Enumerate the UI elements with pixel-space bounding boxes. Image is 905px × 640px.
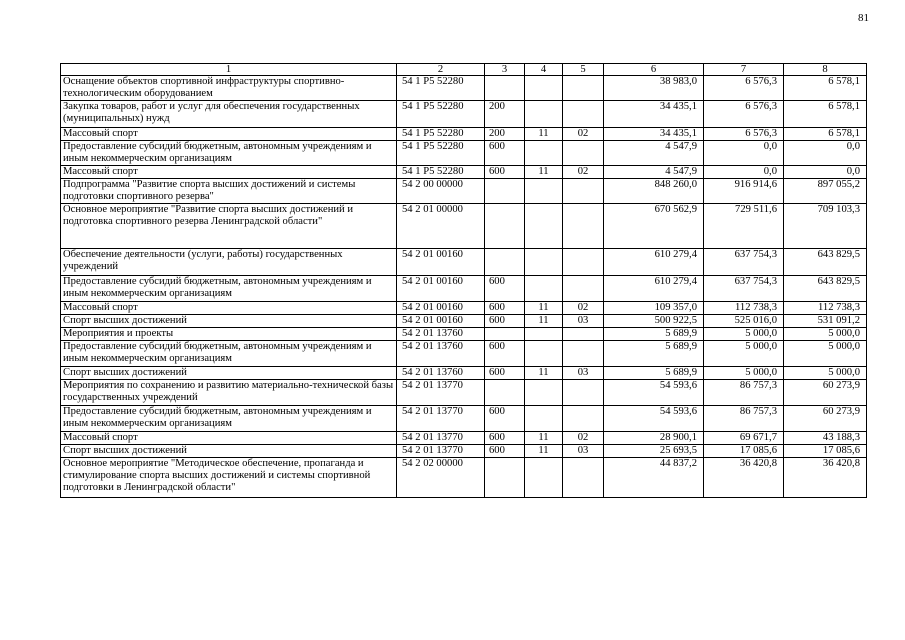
row-pr-cell: 02 bbox=[563, 166, 604, 179]
row-code-cell: 54 2 01 00160 bbox=[397, 302, 485, 315]
table-row bbox=[61, 249, 867, 276]
row-value-col6-cell: 670 562,9 bbox=[604, 204, 704, 249]
row-name-cell: Предоставление субсидий бюджетным, автономным учреждениям и иным некоммерческим организациям bbox=[61, 406, 397, 432]
row-vr-cell bbox=[485, 380, 525, 406]
row-name-cell: Массовый спорт bbox=[61, 432, 397, 445]
row-rz-cell bbox=[525, 458, 563, 498]
row-value-col8-cell: 60 273,9 bbox=[784, 406, 867, 432]
row-name-cell: Массовый спорт bbox=[61, 128, 397, 141]
row-value-col8-cell: 6 578,1 bbox=[784, 128, 867, 141]
row-value-col6-cell: 34 435,1 bbox=[604, 101, 704, 128]
row-pr-cell bbox=[563, 179, 604, 204]
row-value-col6-cell: 5 689,9 bbox=[604, 341, 704, 367]
header-cell: 6 bbox=[604, 64, 704, 76]
table-row bbox=[61, 406, 867, 432]
row-value-col7-cell: 86 757,3 bbox=[704, 406, 784, 432]
row-vr-cell: 600 bbox=[485, 302, 525, 315]
row-rz-cell bbox=[525, 276, 563, 302]
row-rz-cell bbox=[525, 380, 563, 406]
row-code-cell: 54 2 00 00000 bbox=[397, 179, 485, 204]
row-pr-cell bbox=[563, 76, 604, 101]
header-cell: 1 bbox=[61, 64, 397, 76]
row-rz-cell: 11 bbox=[525, 166, 563, 179]
row-code-cell: 54 1 P5 52280 bbox=[397, 128, 485, 141]
row-vr-cell: 200 bbox=[485, 128, 525, 141]
row-value-col7-cell: 637 754,3 bbox=[704, 249, 784, 276]
row-rz-cell: 11 bbox=[525, 128, 563, 141]
row-pr-cell: 03 bbox=[563, 315, 604, 328]
table-header-row bbox=[61, 64, 867, 76]
row-code-cell: 54 2 01 00160 bbox=[397, 276, 485, 302]
row-code-cell: 54 2 01 13760 bbox=[397, 328, 485, 341]
row-value-col6-cell: 500 922,5 bbox=[604, 315, 704, 328]
row-value-col7-cell: 729 511,6 bbox=[704, 204, 784, 249]
row-vr-cell: 600 bbox=[485, 445, 525, 458]
row-value-col8-cell: 531 091,2 bbox=[784, 315, 867, 328]
row-pr-cell: 02 bbox=[563, 128, 604, 141]
row-value-col8-cell: 6 578,1 bbox=[784, 101, 867, 128]
row-value-col7-cell: 86 757,3 bbox=[704, 380, 784, 406]
page-number: 81 bbox=[858, 12, 869, 24]
table-row bbox=[61, 128, 867, 141]
row-value-col7-cell: 0,0 bbox=[704, 141, 784, 166]
row-name-cell: Основное мероприятие "Развитие спорта высших достижений и подготовка спортивного резерва Ленинградской области" bbox=[61, 204, 397, 249]
row-name-cell: Предоставление субсидий бюджетным, автономным учреждениям и иным некоммерческим организациям bbox=[61, 141, 397, 166]
row-code-cell: 54 2 01 00160 bbox=[397, 315, 485, 328]
row-code-cell: 54 1 P5 52280 bbox=[397, 101, 485, 128]
row-value-col8-cell: 897 055,2 bbox=[784, 179, 867, 204]
row-name-cell: Обеспечение деятельности (услуги, работы) государственных учреждений bbox=[61, 249, 397, 276]
row-name-cell: Закупка товаров, работ и услуг для обеспечения государственных (муниципальных) нужд bbox=[61, 101, 397, 128]
row-pr-cell bbox=[563, 204, 604, 249]
header-cell: 8 bbox=[784, 64, 867, 76]
row-vr-cell bbox=[485, 204, 525, 249]
row-value-col6-cell: 610 279,4 bbox=[604, 276, 704, 302]
row-code-cell: 54 2 01 13770 bbox=[397, 380, 485, 406]
row-vr-cell bbox=[485, 328, 525, 341]
row-name-cell: Массовый спорт bbox=[61, 302, 397, 315]
row-value-col7-cell: 525 016,0 bbox=[704, 315, 784, 328]
row-value-col6-cell: 25 693,5 bbox=[604, 445, 704, 458]
row-pr-cell bbox=[563, 406, 604, 432]
row-vr-cell bbox=[485, 76, 525, 101]
row-name-cell: Мероприятия и проекты bbox=[61, 328, 397, 341]
row-value-col7-cell: 916 914,6 bbox=[704, 179, 784, 204]
row-value-col8-cell: 5 000,0 bbox=[784, 367, 867, 380]
row-value-col7-cell: 5 000,0 bbox=[704, 367, 784, 380]
row-value-col6-cell: 5 689,9 bbox=[604, 367, 704, 380]
row-value-col6-cell: 610 279,4 bbox=[604, 249, 704, 276]
row-pr-cell bbox=[563, 458, 604, 498]
row-pr-cell: 03 bbox=[563, 445, 604, 458]
row-value-col8-cell: 60 273,9 bbox=[784, 380, 867, 406]
row-value-col6-cell: 54 593,6 bbox=[604, 380, 704, 406]
row-rz-cell bbox=[525, 141, 563, 166]
row-pr-cell bbox=[563, 249, 604, 276]
row-value-col8-cell: 36 420,8 bbox=[784, 458, 867, 498]
row-value-col8-cell: 43 188,3 bbox=[784, 432, 867, 445]
row-value-col8-cell: 5 000,0 bbox=[784, 341, 867, 367]
row-value-col7-cell: 0,0 bbox=[704, 166, 784, 179]
row-name-cell: Спорт высших достижений bbox=[61, 315, 397, 328]
row-code-cell: 54 2 01 00160 bbox=[397, 249, 485, 276]
row-rz-cell bbox=[525, 179, 563, 204]
row-value-col6-cell: 848 260,0 bbox=[604, 179, 704, 204]
row-name-cell: Спорт высших достижений bbox=[61, 367, 397, 380]
row-pr-cell bbox=[563, 341, 604, 367]
header-cell: 4 bbox=[525, 64, 563, 76]
row-name-cell: Массовый спорт bbox=[61, 166, 397, 179]
row-rz-cell: 11 bbox=[525, 445, 563, 458]
row-value-col8-cell: 0,0 bbox=[784, 166, 867, 179]
row-name-cell: Основное мероприятие "Методическое обеспечение, пропаганда и стимулирование спорта высших достижений и системы спортивной подготовки в Ленинградской области" bbox=[61, 458, 397, 498]
row-value-col7-cell: 6 576,3 bbox=[704, 76, 784, 101]
row-vr-cell: 600 bbox=[485, 406, 525, 432]
row-vr-cell bbox=[485, 249, 525, 276]
row-value-col8-cell: 112 738,3 bbox=[784, 302, 867, 315]
table-row bbox=[61, 432, 867, 445]
row-code-cell: 54 1 P5 52280 bbox=[397, 76, 485, 101]
table-row bbox=[61, 302, 867, 315]
table-row bbox=[61, 166, 867, 179]
row-value-col8-cell: 17 085,6 bbox=[784, 445, 867, 458]
row-value-col6-cell: 34 435,1 bbox=[604, 128, 704, 141]
header-cell: 2 bbox=[397, 64, 485, 76]
row-rz-cell bbox=[525, 76, 563, 101]
row-vr-cell: 600 bbox=[485, 276, 525, 302]
row-name-cell: Оснащение объектов спортивной инфраструктуры спортивно-технологическим оборудованием bbox=[61, 76, 397, 101]
row-code-cell: 54 2 01 13770 bbox=[397, 432, 485, 445]
row-value-col8-cell: 643 829,5 bbox=[784, 276, 867, 302]
row-value-col8-cell: 5 000,0 bbox=[784, 328, 867, 341]
row-value-col8-cell: 6 578,1 bbox=[784, 76, 867, 101]
row-rz-cell: 11 bbox=[525, 367, 563, 380]
row-pr-cell bbox=[563, 276, 604, 302]
row-pr-cell bbox=[563, 380, 604, 406]
row-vr-cell bbox=[485, 179, 525, 204]
row-vr-cell bbox=[485, 458, 525, 498]
table-row bbox=[61, 328, 867, 341]
table-row bbox=[61, 276, 867, 302]
table-row bbox=[61, 315, 867, 328]
row-rz-cell: 11 bbox=[525, 432, 563, 445]
row-value-col7-cell: 5 000,0 bbox=[704, 328, 784, 341]
row-pr-cell bbox=[563, 141, 604, 166]
row-value-col8-cell: 709 103,3 bbox=[784, 204, 867, 249]
row-vr-cell: 600 bbox=[485, 315, 525, 328]
table-row bbox=[61, 380, 867, 406]
row-name-cell: Мероприятия по сохранению и развитию материально-технической базы государственных учреждений bbox=[61, 380, 397, 406]
row-value-col8-cell: 643 829,5 bbox=[784, 249, 867, 276]
row-name-cell: Предоставление субсидий бюджетным, автономным учреждениям и иным некоммерческим организациям bbox=[61, 276, 397, 302]
row-pr-cell: 03 bbox=[563, 367, 604, 380]
row-value-col7-cell: 6 576,3 bbox=[704, 101, 784, 128]
row-vr-cell: 600 bbox=[485, 141, 525, 166]
row-code-cell: 54 1 P5 52280 bbox=[397, 141, 485, 166]
row-code-cell: 54 2 02 00000 bbox=[397, 458, 485, 498]
row-value-col6-cell: 54 593,6 bbox=[604, 406, 704, 432]
row-code-cell: 54 2 01 13770 bbox=[397, 406, 485, 432]
row-value-col6-cell: 38 983,0 bbox=[604, 76, 704, 101]
table-row bbox=[61, 445, 867, 458]
header-cell: 5 bbox=[563, 64, 604, 76]
row-value-col6-cell: 4 547,9 bbox=[604, 166, 704, 179]
row-value-col6-cell: 28 900,1 bbox=[604, 432, 704, 445]
row-vr-cell: 600 bbox=[485, 341, 525, 367]
row-pr-cell: 02 bbox=[563, 302, 604, 315]
table-row bbox=[61, 204, 867, 249]
row-value-col7-cell: 17 085,6 bbox=[704, 445, 784, 458]
table-row bbox=[61, 101, 867, 128]
row-name-cell: Предоставление субсидий бюджетным, автономным учреждениям и иным некоммерческим организациям bbox=[61, 341, 397, 367]
row-name-cell: Спорт высших достижений bbox=[61, 445, 397, 458]
row-pr-cell bbox=[563, 101, 604, 128]
row-value-col7-cell: 637 754,3 bbox=[704, 276, 784, 302]
row-vr-cell: 600 bbox=[485, 367, 525, 380]
row-rz-cell bbox=[525, 328, 563, 341]
row-pr-cell: 02 bbox=[563, 432, 604, 445]
table-row bbox=[61, 367, 867, 380]
row-code-cell: 54 2 01 13760 bbox=[397, 341, 485, 367]
row-rz-cell bbox=[525, 406, 563, 432]
row-rz-cell: 11 bbox=[525, 315, 563, 328]
row-rz-cell: 11 bbox=[525, 302, 563, 315]
row-code-cell: 54 2 01 13760 bbox=[397, 367, 485, 380]
table-row bbox=[61, 76, 867, 101]
row-value-col7-cell: 69 671,7 bbox=[704, 432, 784, 445]
row-value-col7-cell: 5 000,0 bbox=[704, 341, 784, 367]
table-row bbox=[61, 141, 867, 166]
row-value-col6-cell: 44 837,2 bbox=[604, 458, 704, 498]
header-cell: 7 bbox=[704, 64, 784, 76]
row-value-col8-cell: 0,0 bbox=[784, 141, 867, 166]
row-code-cell: 54 2 01 00000 bbox=[397, 204, 485, 249]
row-value-col7-cell: 36 420,8 bbox=[704, 458, 784, 498]
row-value-col6-cell: 5 689,9 bbox=[604, 328, 704, 341]
row-rz-cell bbox=[525, 249, 563, 276]
row-vr-cell: 200 bbox=[485, 101, 525, 128]
budget-table bbox=[60, 63, 867, 498]
table-row bbox=[61, 179, 867, 204]
row-pr-cell bbox=[563, 328, 604, 341]
row-value-col6-cell: 109 357,0 bbox=[604, 302, 704, 315]
table-row bbox=[61, 458, 867, 498]
row-rz-cell bbox=[525, 341, 563, 367]
row-rz-cell bbox=[525, 204, 563, 249]
table-row bbox=[61, 341, 867, 367]
header-cell: 3 bbox=[485, 64, 525, 76]
row-name-cell: Подпрограмма "Развитие спорта высших достижений и системы подготовки спортивного резерва" bbox=[61, 179, 397, 204]
row-value-col6-cell: 4 547,9 bbox=[604, 141, 704, 166]
row-vr-cell: 600 bbox=[485, 432, 525, 445]
row-value-col7-cell: 112 738,3 bbox=[704, 302, 784, 315]
row-rz-cell bbox=[525, 101, 563, 128]
row-code-cell: 54 2 01 13770 bbox=[397, 445, 485, 458]
row-code-cell: 54 1 P5 52280 bbox=[397, 166, 485, 179]
row-value-col7-cell: 6 576,3 bbox=[704, 128, 784, 141]
row-vr-cell: 600 bbox=[485, 166, 525, 179]
